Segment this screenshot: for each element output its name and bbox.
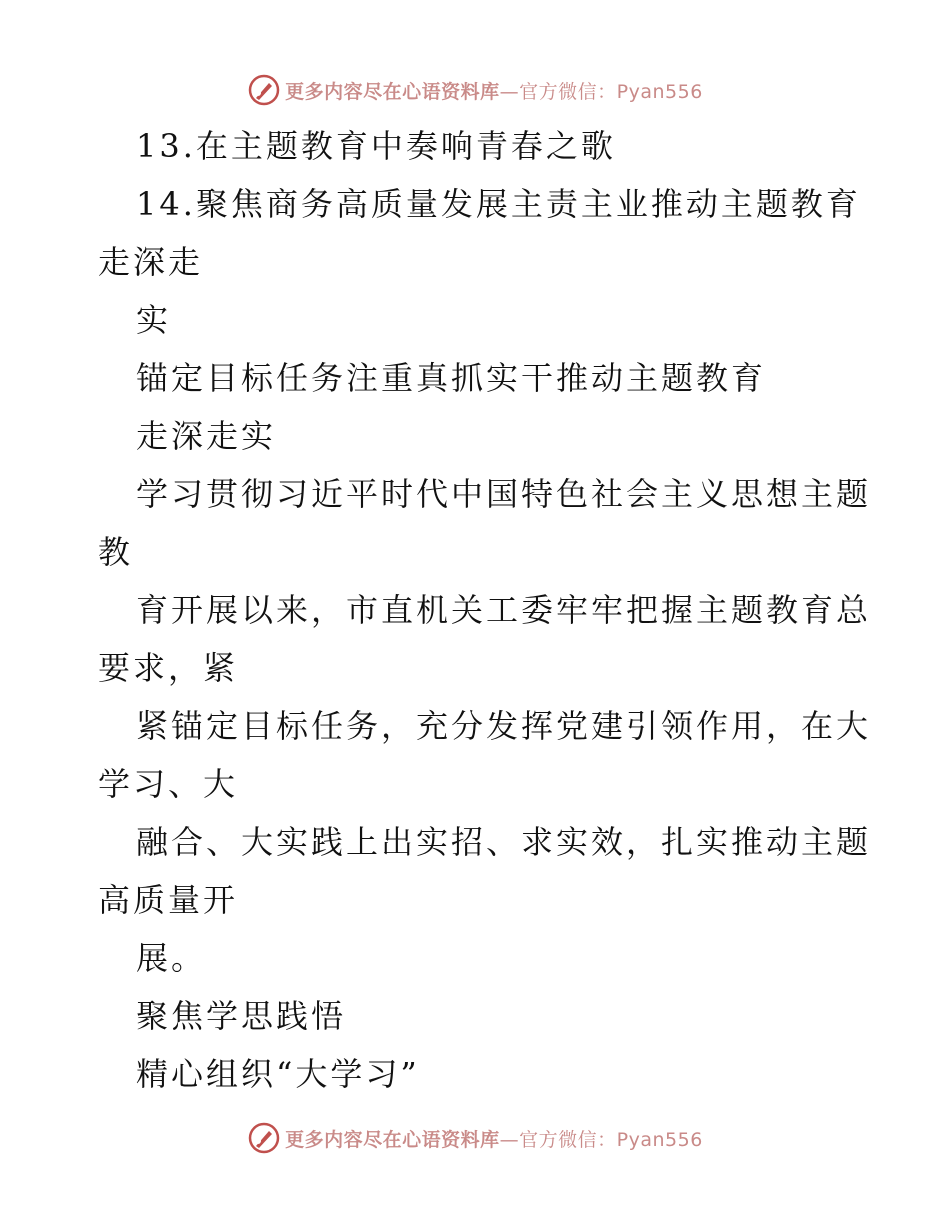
watermark-text	[285, 1125, 703, 1152]
header-watermark-banner	[0, 70, 950, 110]
text-line-1: 13.在主题教育中奏响青春之歌	[136, 127, 616, 165]
pen-logo-icon	[247, 1121, 281, 1155]
watermark-dash: —	[499, 1128, 520, 1151]
text-line-3: 走深走	[98, 243, 204, 281]
watermark-contact-text: 官方微信：Pyan556	[519, 1128, 703, 1151]
text-line-10: 要求，紧	[98, 649, 239, 687]
text-line-13: 融合、大实践上出实招、求实效，扎实推动主题	[136, 823, 872, 861]
text-line-4: 实	[136, 301, 172, 339]
watermark-contact-text: 官方微信：Pyan556	[519, 80, 703, 103]
watermark-dash: —	[499, 80, 520, 103]
watermark-text	[285, 77, 703, 104]
footer-watermark-banner	[0, 1118, 950, 1158]
watermark-site-text: 更多内容尽在心语资料库	[285, 80, 500, 103]
watermark-site-text: 更多内容尽在心语资料库	[285, 1128, 500, 1151]
text-line-14: 高质量开	[98, 881, 239, 919]
text-line-2: 14.聚焦商务高质量发展主责主业推动主题教育	[136, 185, 861, 223]
text-line-6: 走深走实	[136, 417, 277, 455]
text-line-7: 学习贯彻习近平时代中国特色社会主义思想主题	[136, 475, 872, 513]
text-line-16: 聚焦学思践悟	[136, 997, 347, 1035]
text-line-9: 育开展以来，市直机关工委牢牢把握主题教育总	[136, 591, 872, 629]
text-line-5: 锚定目标任务注重真抓实干推动主题教育	[136, 359, 767, 397]
text-line-17: 精心组织“大学习”	[136, 1055, 420, 1093]
text-line-15: 展。	[136, 939, 207, 977]
text-line-8: 教	[98, 533, 134, 571]
text-line-11: 紧锚定目标任务，充分发挥党建引领作用，在大	[136, 707, 872, 745]
pen-logo-icon	[247, 73, 281, 107]
text-line-12: 学习、大	[98, 765, 239, 803]
